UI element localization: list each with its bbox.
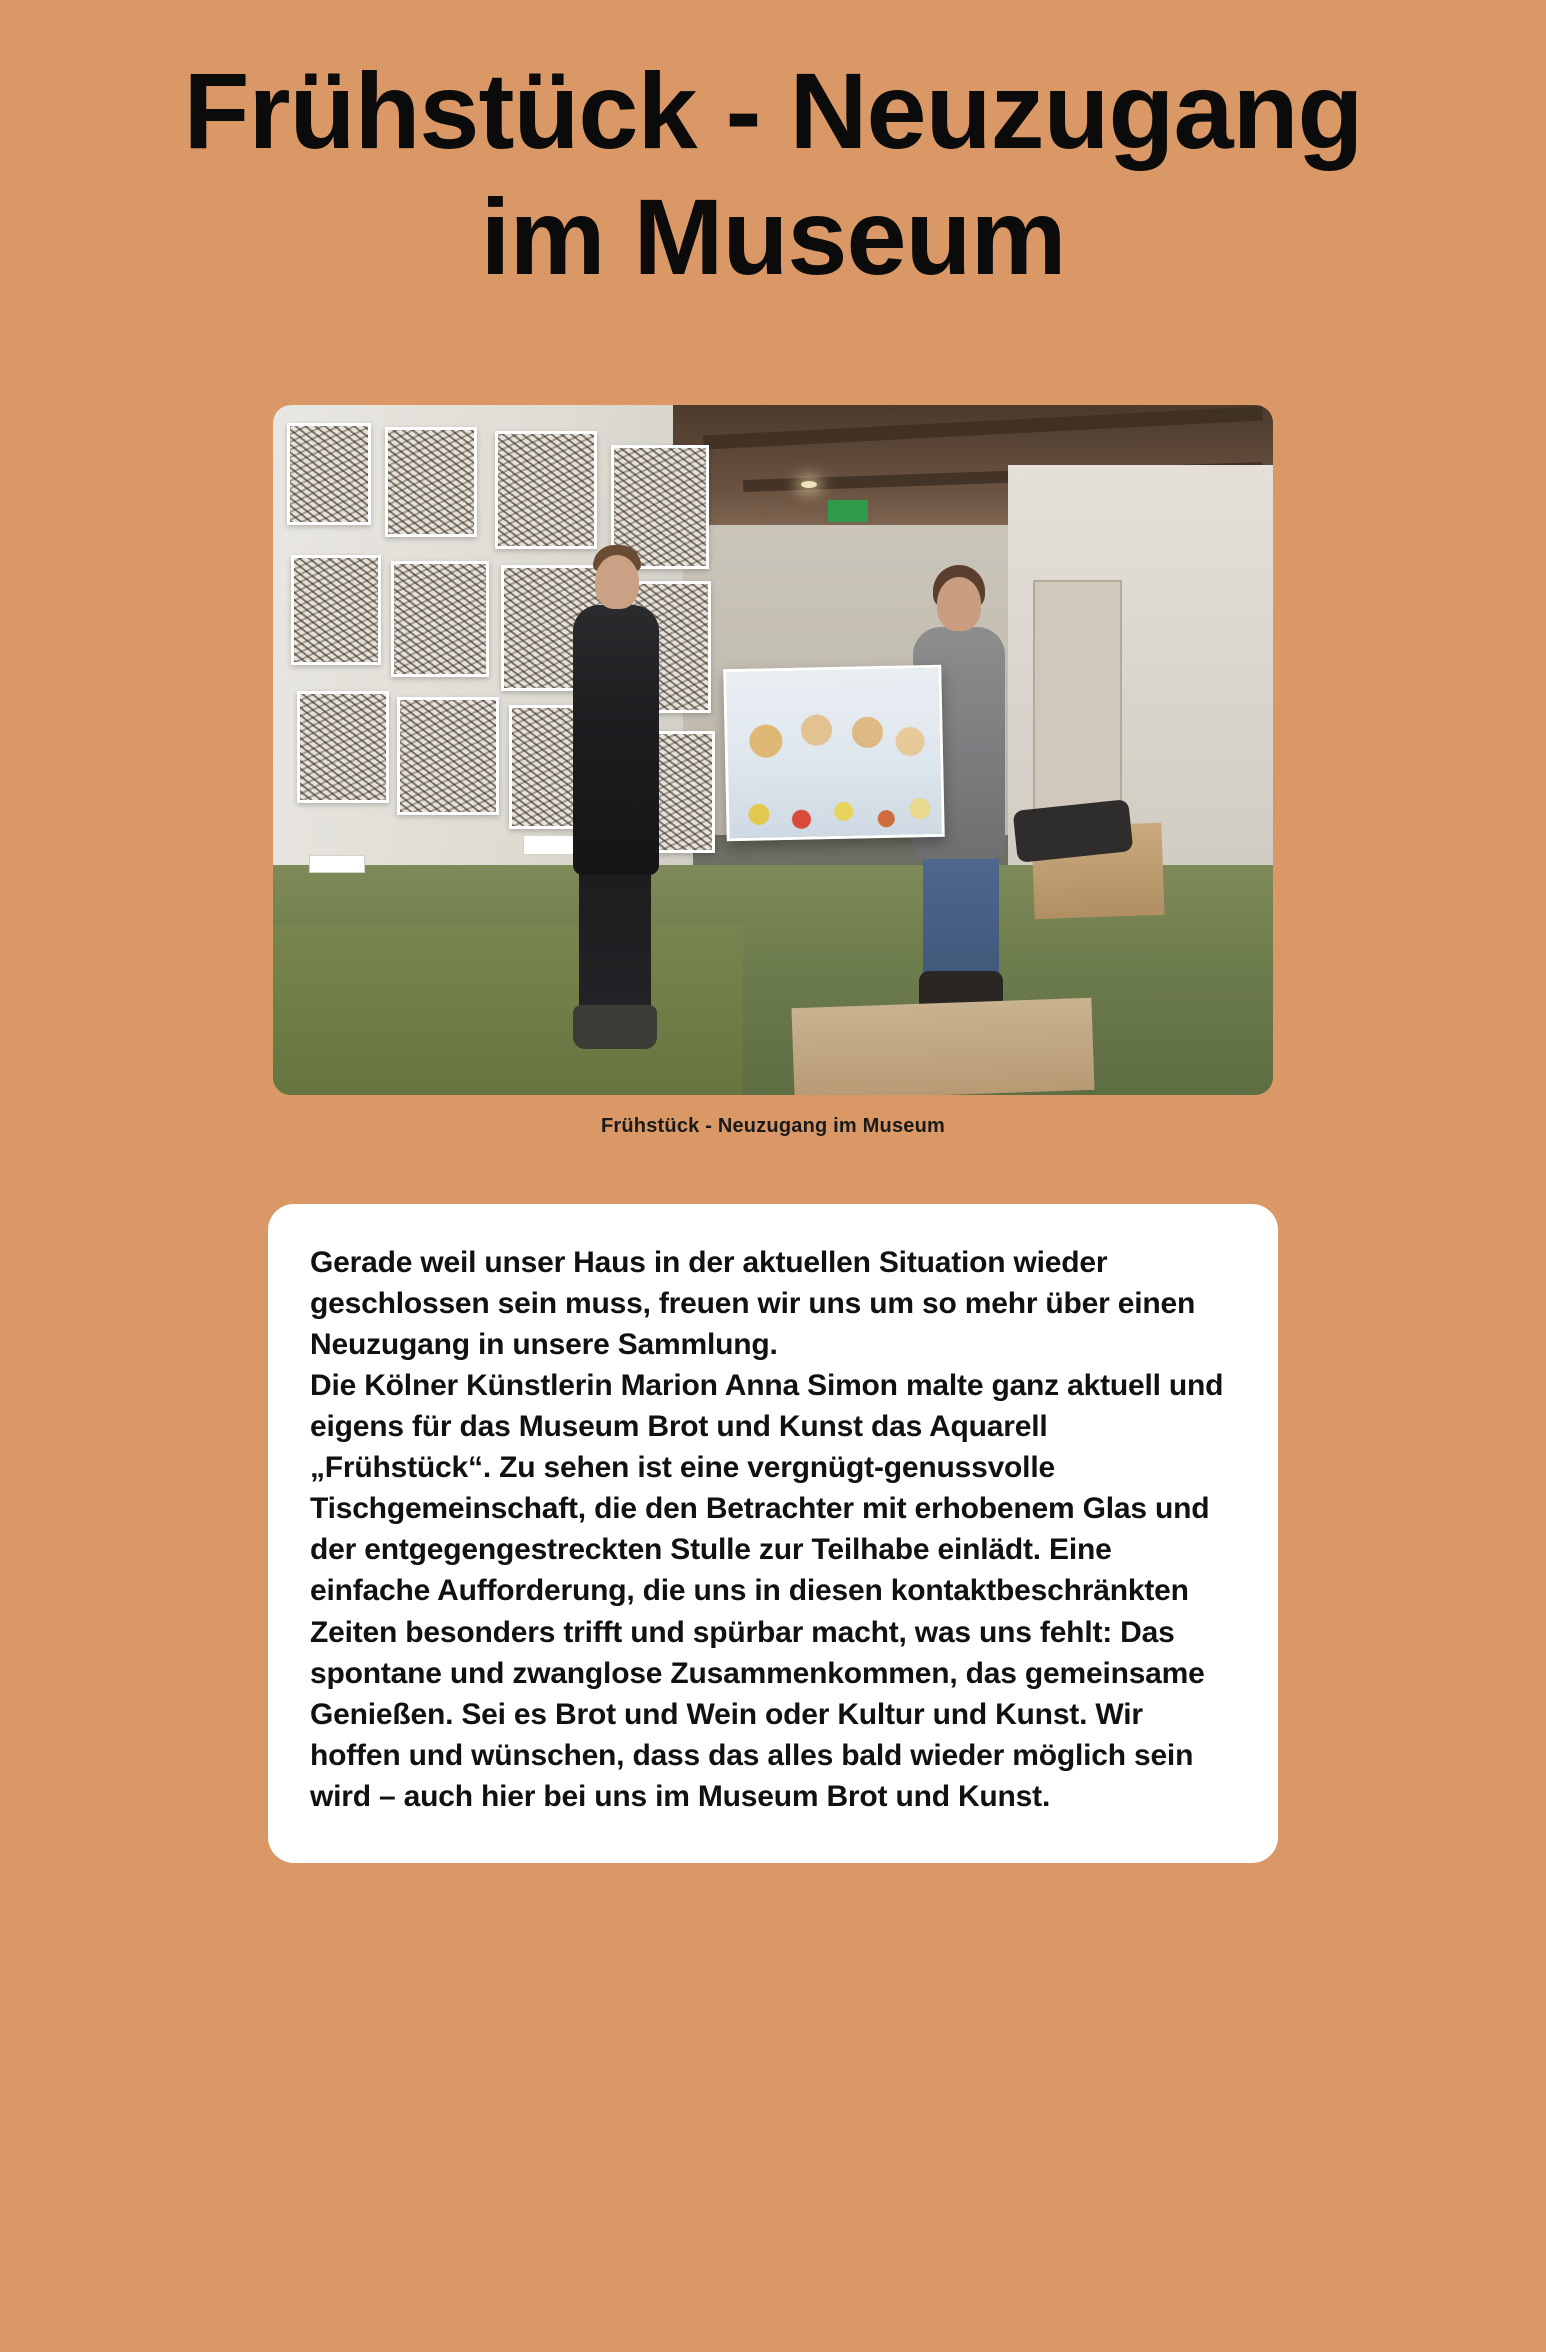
article-photo xyxy=(273,405,1273,1095)
figure-caption: Frühstück - Neuzugang im Museum xyxy=(600,1114,945,1137)
watercolour-fruehstueck xyxy=(723,664,945,841)
wall-label xyxy=(309,855,365,873)
exit-sign-icon xyxy=(828,500,868,522)
gallery-floor-left xyxy=(273,925,743,1095)
framed-artwork xyxy=(287,423,371,525)
person-right-head xyxy=(937,577,981,631)
person-left-body xyxy=(573,605,659,875)
framed-artwork xyxy=(297,691,389,803)
framed-artwork xyxy=(391,561,489,677)
article-paragraph-1: Gerade weil unser Haus in der aktuellen Situation wieder geschlossen sein muss, freuen wir uns um so mehr über einen Neuzugang in unsere Sammlung. xyxy=(310,1245,1196,1361)
framed-artwork xyxy=(397,697,499,815)
article-text-card xyxy=(268,1204,1278,1863)
article-paragraph-2: Die Kölner Künstlerin Marion Anna Simon malte ganz aktuell und eigens für das Museum Brot und Kunst das Aquarell „Frühstück“. Zu sehen ist eine vergnügt-genussvolle Tischgemeinschaft, die den Betrachter mit erhobenem Glas und der entgegengestreckten Stulle zur Teilhabe einlädt. Eine einfache Aufforderung, die uns in diesen kontaktbeschränkten Zeiten besonders trifft und spürbar macht, was uns fehlt: Das spontane und zwanglose Zusammenkommen, das gemeinsame Genießen. Sei es Brot und Wein oder Kultur und Kunst. Wir hoffen und wünschen, dass das alles bald wieder möglich sein wird – auch hier bei uns im Museum Brot und Kunst. xyxy=(310,1369,1224,1813)
framed-artwork xyxy=(291,555,381,665)
framed-artwork xyxy=(495,431,597,549)
framed-artwork xyxy=(385,427,477,537)
page-title: Frühstück - Neuzugang im Museum xyxy=(183,50,1363,298)
gallery-door xyxy=(1033,580,1122,814)
ceiling-lamp-icon xyxy=(801,481,817,488)
person-left-shoes xyxy=(573,1005,657,1049)
floor-crate xyxy=(791,998,1094,1095)
person-left-head xyxy=(595,555,639,609)
article-figure xyxy=(273,405,1273,1138)
